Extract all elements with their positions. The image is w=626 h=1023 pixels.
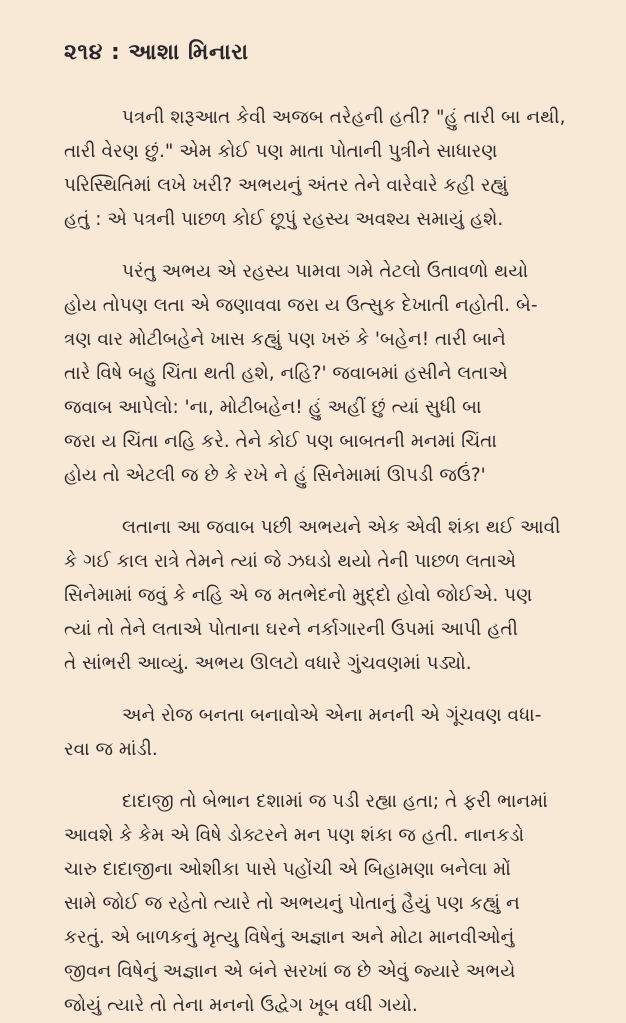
paragraph-line: રવા જ માંડી. — [64, 739, 158, 760]
paragraph-line: ત્રણ વાર મોટીબહેને ખાસ કહ્યું પણ ખરું કે 'બહેન! તારી બાને — [64, 329, 506, 350]
paragraph-line: કે ગઈ કાલ રાત્રે તેમને ત્યાં જે ઝઘડો થયો તેની પાછળ લતાએ — [64, 551, 517, 572]
paragraph-line: તે સાંભરી આવ્યું. અભય ઊલટો વધારે ગુંચવણમાં પડ્યો. — [64, 653, 472, 674]
paragraph-line: સિનેમામાં જવું કે નહિ એ જ મતભેદનો મુદ્દો હોવો જોઈએ. પણ — [64, 585, 533, 606]
running-head: ૨૧૪ : આશા મિનારા — [64, 40, 249, 65]
paragraph-line: જવાબ આપેલો: 'ના, મોટીબહેન! હું અહીં છું ત્યાં સુધી બા — [64, 397, 482, 418]
paragraph-line: ચારુ દાદાજીના ઓશીકા પાસે પહોંચી એ બિહામણા બનેલા મોં — [64, 859, 511, 880]
paragraph-line: સામે જોઈ જ રહેતો ત્યારે તો અભયનું પોતાનું હૈયું પણ કહ્યું ન — [64, 893, 520, 914]
paragraph-3 — [64, 511, 584, 681]
paragraph-line: પત્રની શરૂઆત કેવી અજબ તરેહની હતી? "હું તારી બા નથી, — [122, 107, 566, 128]
paragraph-line: દાદાજી તો બેભાન દશામાં જ પડી રહ્યા હતા; તે ફરી ભાનમાં — [122, 791, 548, 812]
paragraph-line: અને રોજ બનતા બનાવોએ એના મનની એ ગૂંચવણ વધા- — [122, 705, 542, 726]
paragraph-line: કરતું. એ બાળકનું મૃત્યુ વિષેનું અજ્ઞાન અને મોટા માનવીઓનું — [64, 927, 515, 948]
paragraph-line: લતાના આ જવાબ પછી અભયને એક એવી શંકા થઈ આવી — [122, 517, 561, 538]
paragraph-line: હતું : એ પત્રની પાછળ કોઈ છૂપું રહસ્ય અવશ્ય સમાયું હશે. — [64, 209, 504, 230]
paragraph-line: તારે વિષે બહુ ચિંતા થતી હશે, નહિ?' જવાબમાં હસીને લતાએ — [64, 363, 508, 384]
paragraph-line: હોય તોપણ લતા એ જણાવવા જરા ય ઉત્સુક દેખાતી નહોતી. બે- — [64, 295, 538, 316]
paragraph-5 — [64, 785, 584, 1023]
paragraph-line: તારી વેરણ છું." એમ કોઈ પણ માતા પોતાની પુત્રીને સાધારણ — [64, 141, 498, 162]
paragraph-line: જીવન વિષેનું અજ્ઞાન એ બંને સરખાં જ છે એવું જ્યારે અભયે — [64, 961, 516, 982]
paragraph-1 — [64, 101, 584, 237]
paragraph-line: જોયું ત્યારે તો તેના મનનો ઉદ્વેગ ખૂબ વધી ગયો. — [64, 995, 418, 1016]
paragraph-line: આવશે કે કેમ એ વિષે ડોક્ટરને મન પણ શંકા જ હતી. નાનકડો — [64, 825, 525, 846]
paragraph-2 — [64, 255, 584, 493]
paragraph-4 — [64, 699, 584, 767]
paragraph-line: પરંતુ અભય એ રહસ્ય પામવા ગમે તેટલો ઉતાવળો થયો — [122, 261, 529, 282]
paragraph-line: જરા ય ચિંતા નહિ કરે. તેને કોઈ પણ બાબતની મનમાં ચિંતા — [64, 431, 497, 452]
paragraph-line: ત્યાં તો તેને લતાએ પોતાના ઘરને નર્કાગારની ઉપમાં આપી હતી — [64, 619, 518, 640]
paragraph-line: હોય તો એટલી જ છે કે રખે ને હું સિનેમામાં ઊપડી જઉં?' — [64, 465, 486, 486]
paragraph-line: પરિસ્થિતિમાં લખે ખરી? અભયનું અંતર તેને વારેવારે કહી રહ્યું — [64, 175, 508, 196]
